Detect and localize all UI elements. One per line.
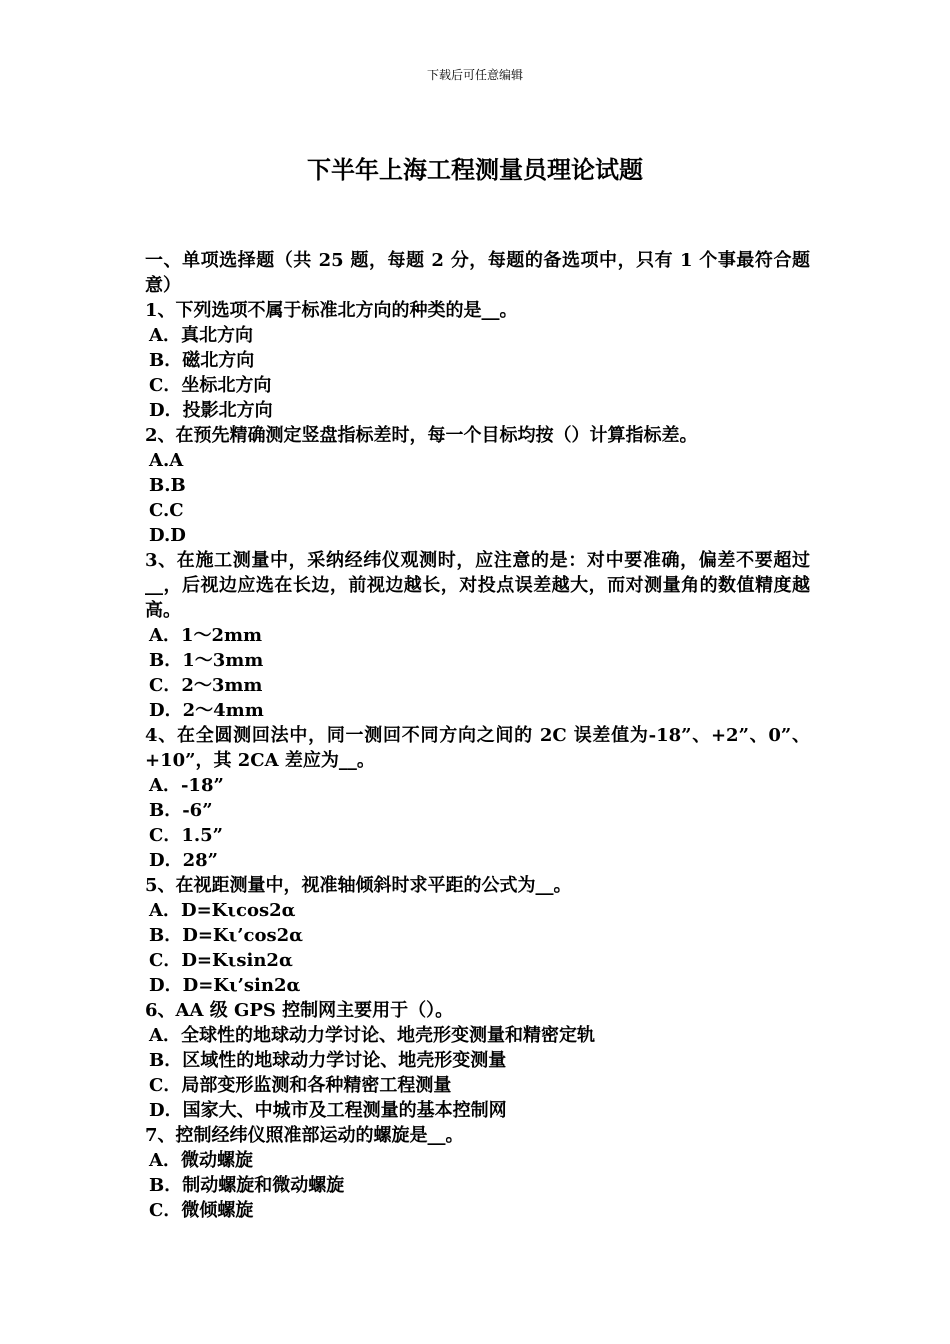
question-5: [145, 873, 810, 998]
document-title: 下半年上海工程测量员理论试题: [307, 155, 643, 184]
option-d: D．国家大、中城市及工程测量的基本控制网: [149, 1100, 507, 1121]
option-b: B．D=Kι’cos2α: [149, 925, 304, 946]
option-a: A．真北方向: [149, 325, 253, 346]
option-d: D．2～4mm: [149, 700, 264, 721]
option-a: A．全球性的地球动力学讨论、地壳形变测量和精密定轨: [149, 1025, 595, 1046]
question-text: 3、在施工测量中，采纳经纬仪观测时，应注意的是：对中要准确，偏差不要超过__，后视边应选在长边，前视边越长，对投点误差越大，而对测量角的数值精度越高。: [145, 550, 810, 621]
option-c: C．坐标北方向: [149, 375, 272, 396]
question-text: 5、在视距测量中，视准轴倾斜时求平距的公式为__。: [145, 875, 572, 896]
question-text: 4、在全圆测回法中，同一测回不同方向之间的 2C 误差值为-18”、+2”、0”、+10”，其 2CA 差应为__。: [145, 725, 810, 771]
option-a: A．-18”: [149, 775, 224, 796]
option-d: D．投影北方向: [149, 400, 273, 421]
option-b: B．-6”: [149, 800, 213, 821]
option-d: D．28”: [149, 850, 219, 871]
option-a: A.A: [149, 450, 184, 471]
option-a: A．1～2mm: [149, 625, 263, 646]
question-text: 7、控制经纬仪照准部运动的螺旋是__。: [145, 1125, 464, 1146]
option-b: B．磁北方向: [149, 350, 255, 371]
option-c: C．2～3mm: [149, 675, 263, 696]
option-d: D．D=Kι’sin2α: [149, 975, 301, 996]
option-a: A．D=Kιcos2α: [149, 900, 296, 921]
option-b: B.B: [149, 475, 186, 496]
section-heading: 一、单项选择题（共 25 题，每题 2 分，每题的备选项中，只有 1 个事最符合题意）: [145, 250, 810, 296]
page-header-note: 下载后可任意编辑: [426, 68, 523, 82]
question-text: 2、在预先精确测定竖盘指标差时，每一个目标均按（）计算指标差。: [145, 425, 698, 446]
exam-content: [145, 248, 810, 1223]
option-c: C.C: [149, 500, 184, 521]
option-b: B．1～3mm: [149, 650, 264, 671]
option-c: C．微倾螺旋: [149, 1200, 254, 1221]
question-2: [145, 423, 810, 548]
option-a: A．微动螺旋: [149, 1150, 253, 1171]
question-1: [145, 298, 810, 423]
option-b: B．制动螺旋和微动螺旋: [149, 1175, 345, 1196]
question-4: [145, 723, 810, 873]
option-d: D.D: [149, 525, 186, 546]
question-3: [145, 548, 810, 723]
option-c: C．1.5”: [149, 825, 223, 846]
question-6: [145, 998, 810, 1123]
option-c: C．局部变形监测和各种精密工程测量: [149, 1075, 452, 1096]
question-text: 1、下列选项不属于标准北方向的种类的是__。: [145, 300, 518, 321]
question-7: [145, 1123, 810, 1223]
question-text: 6、AA 级 GPS 控制网主要用于（）。: [145, 1000, 454, 1021]
option-b: B．区域性的地球动力学讨论、地壳形变测量: [149, 1050, 507, 1071]
option-c: C．D=Kιsin2α: [149, 950, 293, 971]
